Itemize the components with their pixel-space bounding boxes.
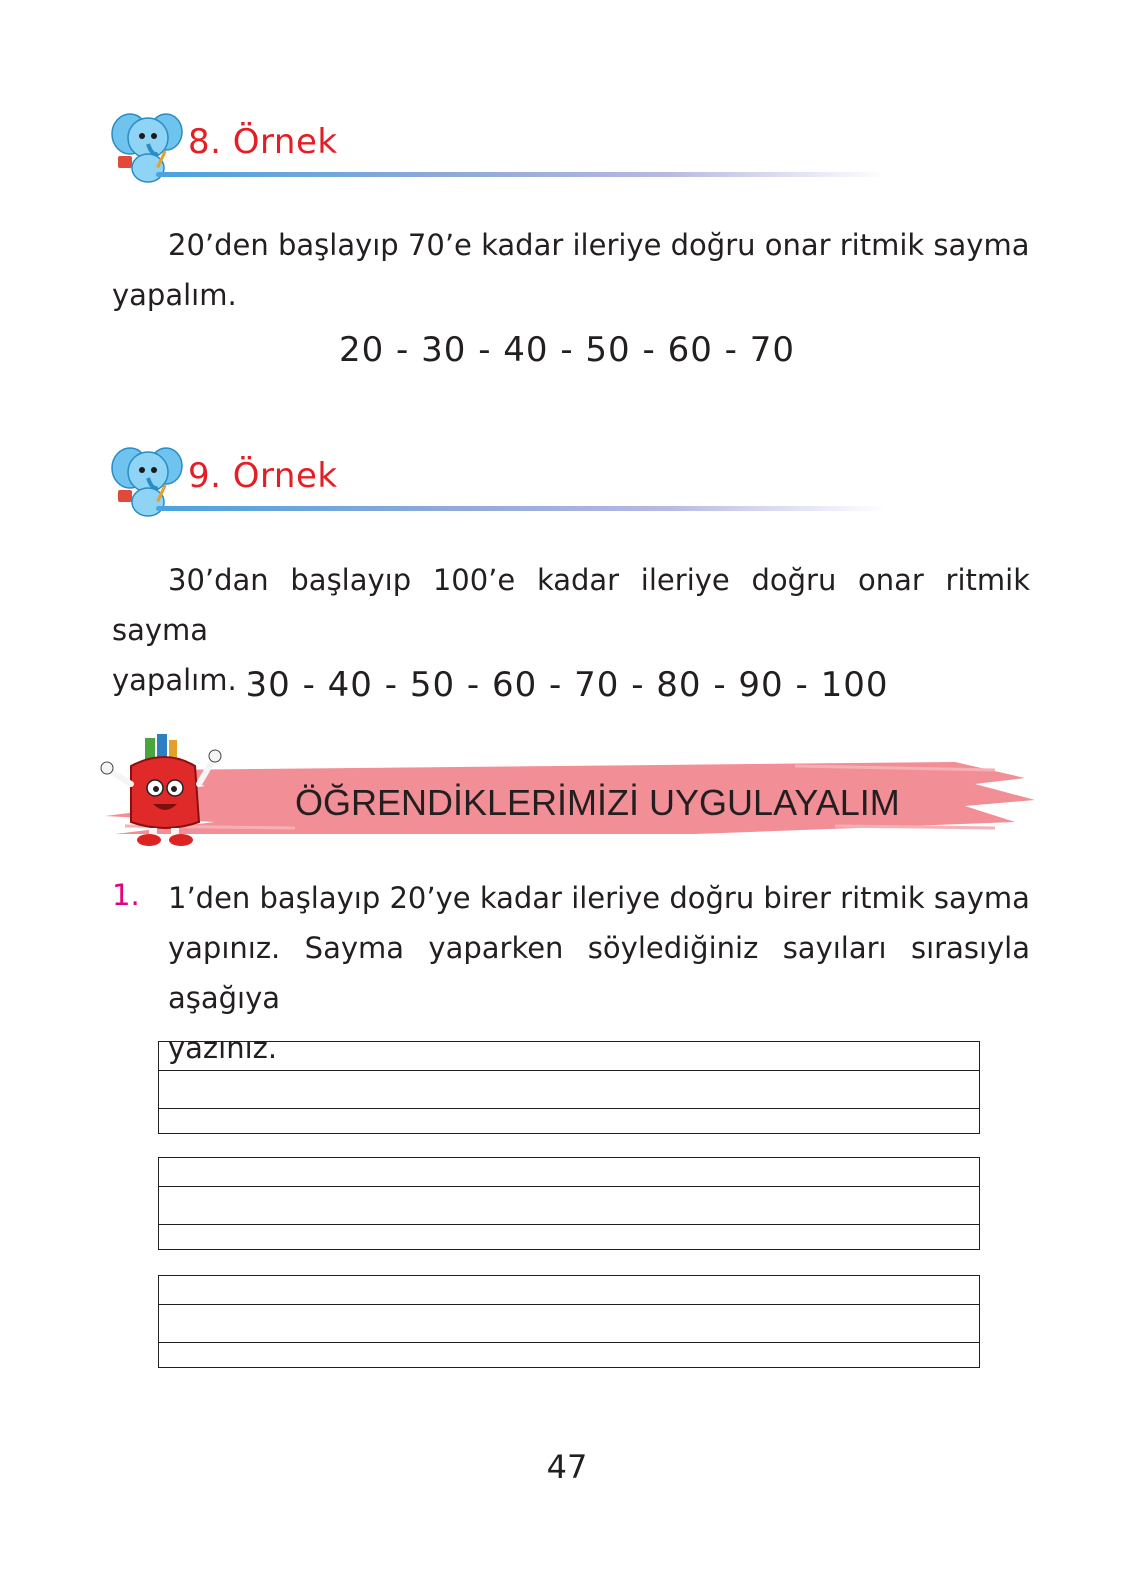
example-title: 8. Örnek bbox=[188, 122, 338, 162]
example-9-header bbox=[108, 438, 908, 528]
task-line3: yazınız. bbox=[168, 1031, 278, 1065]
example-text-line2: yapalım. bbox=[112, 278, 237, 312]
writing-guide-line bbox=[159, 1224, 979, 1225]
writing-guide-line bbox=[159, 1304, 979, 1305]
task-line1: 1’den başlayıp 20’ye kadar ileriye doğru birer ritmik sayma bbox=[168, 881, 1030, 915]
task-number: 1. bbox=[112, 878, 140, 912]
example-text-line1: 20’den başlayıp 70’e kadar ileriye doğru onar ritmik sayma bbox=[168, 228, 1030, 262]
writing-area-3[interactable] bbox=[158, 1275, 980, 1368]
writing-guide-line bbox=[159, 1070, 979, 1071]
writing-guide-line bbox=[159, 1342, 979, 1343]
backpack-mascot-icon bbox=[95, 730, 225, 848]
example-header-rule bbox=[156, 172, 886, 177]
example-header-rule bbox=[156, 506, 886, 511]
writing-area-1[interactable] bbox=[158, 1041, 980, 1134]
writing-area-2[interactable] bbox=[158, 1157, 980, 1250]
practice-banner bbox=[95, 730, 1040, 850]
writing-guide-line bbox=[159, 1186, 979, 1187]
page-number: 47 bbox=[546, 1448, 588, 1486]
writing-guide-line bbox=[159, 1108, 979, 1109]
example-text-line2: yapalım. bbox=[112, 663, 237, 697]
task-line2: yapınız. Sayma yaparken söylediğiniz sayıları sırasıyla aşağıya bbox=[168, 931, 1030, 1015]
example-9-sequence: 30 - 40 - 50 - 60 - 70 - 80 - 90 - 100 bbox=[245, 665, 889, 705]
example-8-header bbox=[108, 104, 908, 194]
practice-title: ÖĞRENDİKLERİMİZİ UYGULAYALIM bbox=[295, 782, 900, 823]
example-8-text bbox=[112, 220, 1030, 320]
example-8-sequence: 20 - 30 - 40 - 50 - 60 - 70 bbox=[338, 330, 795, 370]
example-text-line1: 30’dan başlayıp 100’e kadar ileriye doğru onar ritmik sayma bbox=[112, 563, 1030, 647]
example-title: 9. Örnek bbox=[188, 456, 338, 496]
